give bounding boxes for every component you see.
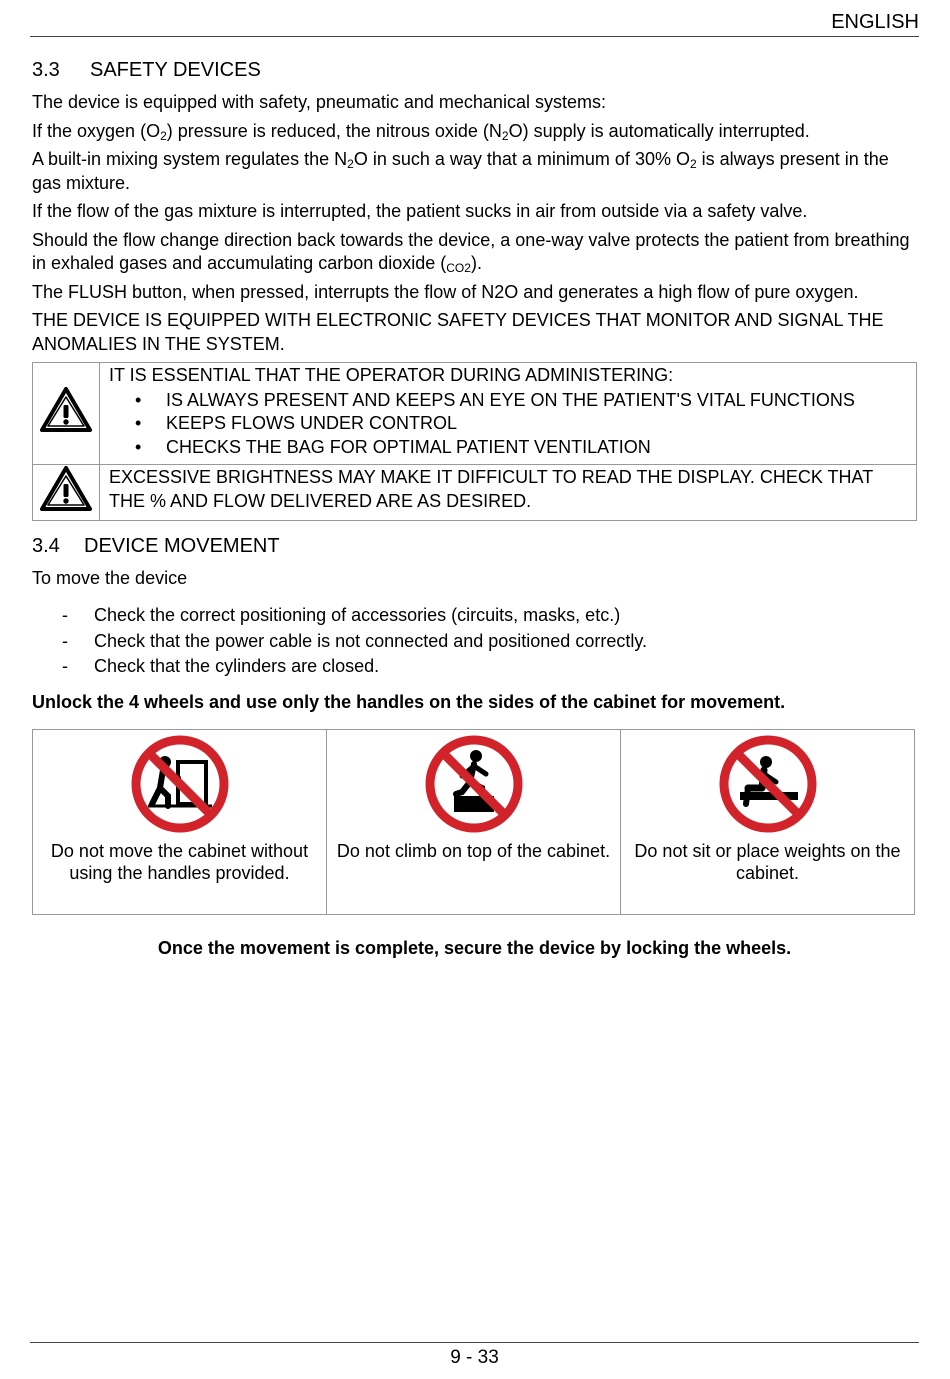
page-footer	[30, 1342, 919, 1371]
prohibition-cell	[327, 730, 621, 915]
section-title: DEVICE MOVEMENT	[84, 534, 280, 557]
language-label: ENGLISH	[831, 11, 919, 33]
no-pushing-icon	[130, 734, 230, 834]
prohibition-text: Do not sit or place weights on the cabinet.	[634, 841, 901, 883]
page-header	[30, 10, 919, 37]
prohibition-cell	[33, 730, 327, 915]
section-heading-3-3	[32, 57, 917, 83]
list-item: - Check the correct positioning of accessories (circuits, masks, etc.)	[32, 603, 917, 629]
warning-bullet-list	[109, 389, 908, 460]
prohibition-text: Do not climb on top of the cabinet.	[336, 841, 611, 861]
section-title: SAFETY DEVICES	[90, 59, 261, 81]
movement-intro: To move the device	[32, 567, 188, 588]
unlock-wheels-instruction: Unlock the 4 wheels and use only the handles on the sides of the cabinet for movement.	[32, 691, 786, 712]
list-item: • CHECKS THE BAG FOR OPTIMAL PATIENT VENTILATION	[109, 436, 908, 460]
page-number: 9 - 33	[450, 1347, 499, 1368]
electronic-safety-paragraph: THE DEVICE IS EQUIPPED WITH ELECTRONIC SAFETY DEVICES THAT MONITOR AND SIGNAL THE ANOMALIES IN THE SYSTEM.	[32, 310, 884, 354]
prohibition-cell	[621, 730, 915, 915]
list-item: • KEEPS FLOWS UNDER CONTROL	[109, 412, 908, 436]
safety-intro: The device is equipped with safety, pneumatic and mechanical systems:	[32, 92, 606, 112]
warning-table	[32, 362, 917, 521]
one-way-valve-paragraph: Should the flow change direction back towards the device, a one-way valve protects the patient from breathing in exhaled gases and accumulating carbon dioxide $(_{CO2})$.	[32, 229, 910, 275]
mixing-system-paragraph: A built-in mixing system regulates the $N_2O$ in such a way that a minimum of 30% $O_2$ is always present in the gas mixture.	[32, 149, 889, 193]
movement-steps	[32, 603, 917, 680]
warning-icon-cell	[33, 363, 100, 465]
list-item: • IS ALWAYS PRESENT AND KEEPS AN EYE ON THE PATIENT'S VITAL FUNCTIONS	[109, 389, 908, 413]
warning-row	[33, 465, 917, 521]
list-item: - Check that the power cable is not connected and positioned correctly.	[32, 629, 917, 655]
warning-text-cell	[100, 363, 917, 465]
page-content	[32, 57, 917, 966]
oxygen-pressure-paragraph: If the oxygen $(O_2)$ pressure is reduced, the nitrous oxide $(N_2O)$ supply is automatically interrupted.	[32, 120, 810, 143]
warning-triangle-icon	[39, 386, 93, 434]
prohibition-text: Do not move the cabinet without using the handles provided.	[50, 841, 309, 883]
warning-text: IT IS ESSENTIAL THAT THE OPERATOR DURING ADMINISTERING:	[109, 365, 674, 385]
prohibition-table	[32, 729, 915, 915]
flow-interrupted-paragraph: If the flow of the gas mixture is interrupted, the patient sucks in air from outside via a safety valve.	[32, 201, 808, 221]
no-climbing-icon	[424, 734, 524, 834]
warning-icon-cell	[33, 465, 100, 521]
warning-text: EXCESSIVE BRIGHTNESS MAY MAKE IT DIFFICULT TO READ THE DISPLAY. CHECK THAT THE % AND FLOW DELIVERED ARE AS DESIRED.	[109, 467, 873, 511]
warning-row	[33, 363, 917, 465]
warning-triangle-icon	[39, 465, 93, 513]
section-number: 3.4	[32, 534, 60, 557]
flush-button-paragraph: The FLUSH button, when pressed, interrupts the flow of N2O and generates a high flow of pure oxygen.	[32, 281, 859, 302]
no-sitting-icon	[718, 734, 818, 834]
section-number: 3.3	[32, 59, 60, 81]
section-heading-3-4	[32, 533, 917, 559]
list-item: - Check that the cylinders are closed.	[32, 654, 917, 680]
warning-text-cell	[100, 465, 917, 521]
lock-wheels-instruction: Once the movement is complete, secure the device by locking the wheels.	[157, 938, 792, 958]
